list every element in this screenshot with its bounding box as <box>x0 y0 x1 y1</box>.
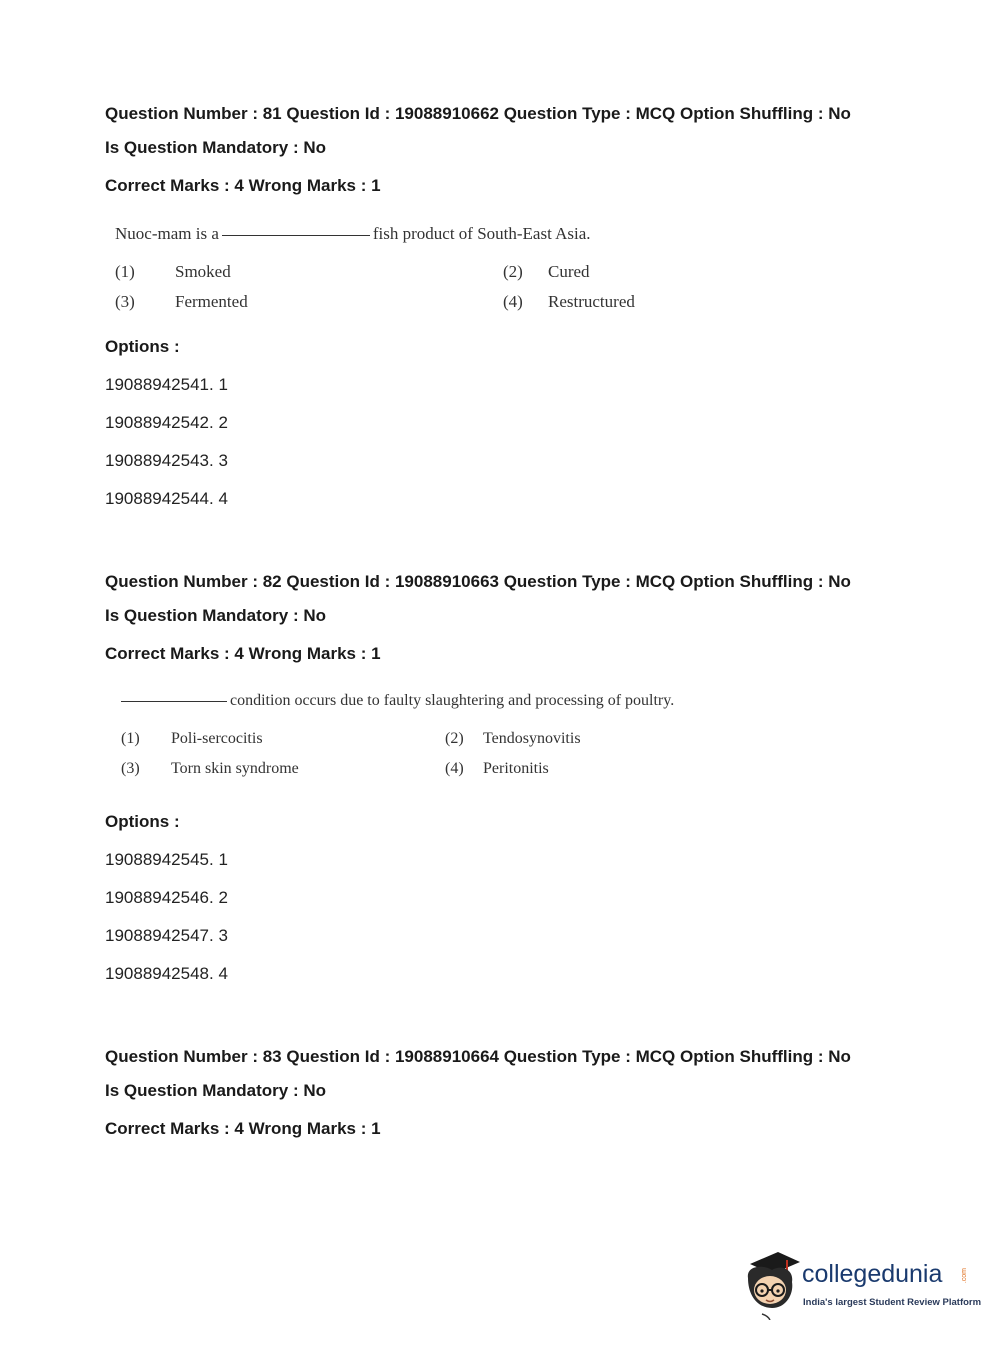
option-id: 19088942541. 1 <box>105 375 228 394</box>
collegedunia-logo <box>742 1250 982 1320</box>
fill-blank <box>121 701 227 702</box>
option-id: 19088942547. 3 <box>105 926 228 945</box>
choice-1: (1) Poli-sercocitis <box>121 730 263 747</box>
choice-4: (4) Restructured <box>503 292 635 311</box>
fill-blank <box>222 235 370 236</box>
mandatory-line: Is Question Mandatory : No <box>105 1081 327 1100</box>
option-id: 19088942546. 2 <box>105 888 228 907</box>
question-stem <box>115 224 591 244</box>
brand-name: collegedunia <box>802 1260 943 1288</box>
option-id: 19088942548. 4 <box>105 964 228 983</box>
mandatory-line: Is Question Mandatory : No <box>105 606 327 625</box>
marks-line: Correct Marks : 4 Wrong Marks : 1 <box>105 644 381 663</box>
mandatory-line: Is Question Mandatory : No <box>105 138 327 157</box>
stem-text-after: condition occurs due to faulty slaughtering and processing of poultry. <box>230 692 675 709</box>
brand-tagline: India's largest Student Review Platform <box>803 1297 982 1308</box>
question-stem <box>121 692 674 710</box>
question-header: Question Number : 81 Question Id : 19088910662 Question Type : MCQ Option Shuffling : No <box>105 104 851 123</box>
option-id: 19088942545. 1 <box>105 850 228 869</box>
stem-text-after: fish product of South-East Asia. <box>372 224 591 243</box>
choice-2: (2) Cured <box>503 262 590 281</box>
choice-1: (1) Smoked <box>115 262 231 281</box>
choice-3: (3) Torn skin syndrome <box>121 760 299 777</box>
options-label: Options : <box>105 812 180 831</box>
option-id: 19088942542. 2 <box>105 413 228 432</box>
question-header: Question Number : 83 Question Id : 19088910664 Question Type : MCQ Option Shuffling : No <box>105 1047 851 1066</box>
choice-3: (3) Fermented <box>115 292 248 311</box>
stem-text-before: Nuoc-mam is a <box>115 224 219 243</box>
marks-line: Correct Marks : 4 Wrong Marks : 1 <box>105 176 381 195</box>
option-id: 19088942543. 3 <box>105 451 228 470</box>
choice-2: (2) Tendosynovitis <box>445 730 581 747</box>
question-header: Question Number : 82 Question Id : 19088910663 Question Type : MCQ Option Shuffling : No <box>105 572 851 591</box>
mascot-icon <box>742 1250 802 1320</box>
option-id: 19088942544. 4 <box>105 489 228 508</box>
brand-suffix: .com <box>961 1268 968 1284</box>
marks-line: Correct Marks : 4 Wrong Marks : 1 <box>105 1119 381 1138</box>
options-label: Options : <box>105 337 180 356</box>
choice-4: (4) Peritonitis <box>445 760 549 777</box>
